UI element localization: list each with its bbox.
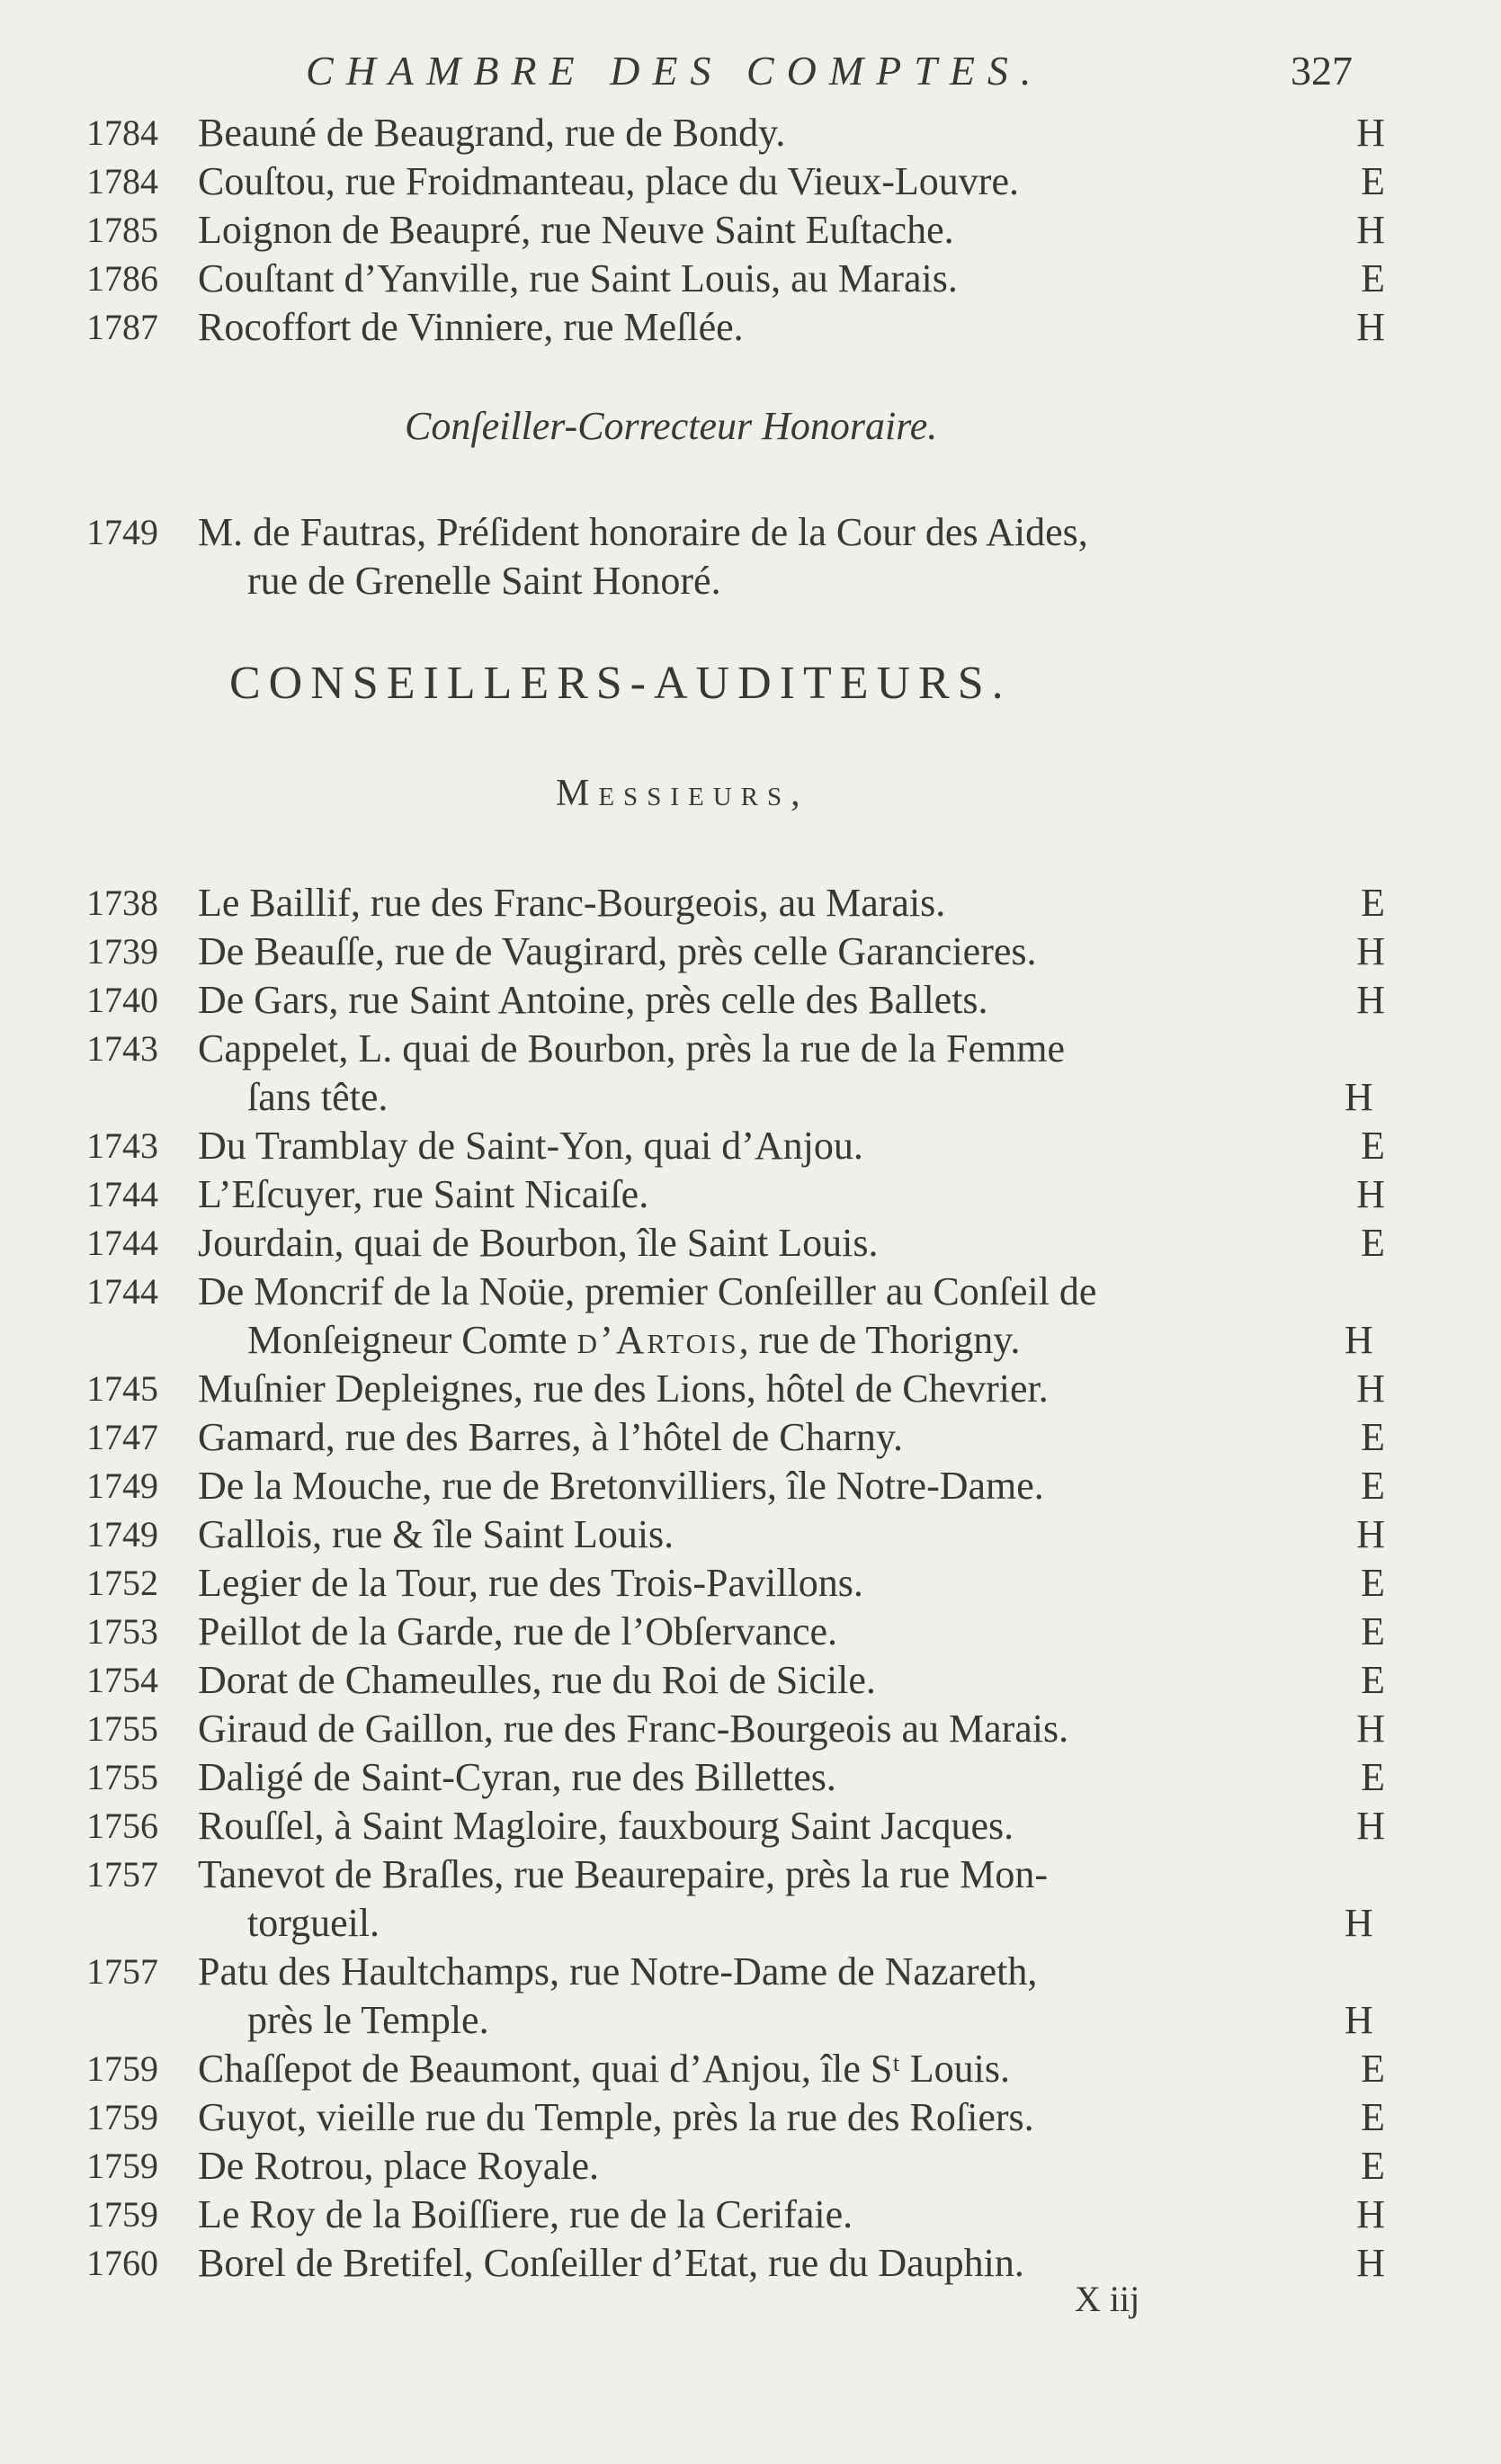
- list-item: [86, 1026, 1390, 1072]
- entry-year: 1749: [86, 1465, 158, 1506]
- list-item: [86, 304, 1390, 351]
- entry-text: Gallois, rue & île Saint Louis.: [198, 1512, 675, 1556]
- entry-text: De Gars, rue Saint Antoine, près celle des Ballets.: [198, 978, 988, 1022]
- entry-year: 1740: [86, 980, 158, 1020]
- entry-year: 1743: [86, 1125, 158, 1166]
- entry-text: Le Roy de la Boiſſiere, rue de la Cerifaie.: [198, 2192, 853, 2236]
- entry-mark: H: [1356, 2241, 1385, 2285]
- entry-mark: E: [1361, 256, 1385, 300]
- entry-text: Loignon de Beaupré, rue Neuve Saint Euſtache.: [198, 208, 954, 252]
- entry-mark: H: [1345, 1998, 1373, 2042]
- entry-year: 1759: [86, 2048, 158, 2089]
- list-item: [86, 1511, 1390, 1558]
- list-item: [86, 1706, 1390, 1752]
- entry-mark: H: [1356, 2192, 1385, 2236]
- entry-year: 1752: [86, 1563, 158, 1603]
- entry-year: 1744: [86, 1223, 158, 1263]
- running-title: CHAMBRE DES COMPTES.: [306, 48, 1044, 94]
- list-item: [86, 1268, 1390, 1315]
- entry-text: Muſnier Depleignes, rue des Lions, hôtel de Chevrier.: [198, 1366, 1049, 1411]
- entry-mark: H: [1356, 208, 1385, 252]
- entry-text: Couſtou, rue Froidmanteau, place du Vieux-Louvre.: [198, 159, 1019, 203]
- entry-text: Peillot de la Garde, rue de l’Obſervance.: [198, 1609, 838, 1653]
- entry-mark: H: [1356, 1366, 1385, 1411]
- list-item: [86, 880, 1390, 927]
- entry-year: 1787: [86, 307, 158, 347]
- entry-mark: H: [1356, 1172, 1385, 1216]
- entry-continuation-text: torgueil.: [247, 1901, 380, 1945]
- list-item: [86, 110, 1390, 157]
- list-item: [86, 1414, 1390, 1461]
- entry-mark: H: [1356, 111, 1385, 155]
- entry-year: 1760: [86, 2243, 158, 2283]
- entry-continuation-text: ſans tête.: [247, 1075, 389, 1119]
- entry-text: Borel de Bretifel, Conſeiller d’Etat, rue du Dauphin.: [198, 2241, 1024, 2285]
- list-item: [86, 2191, 1390, 2238]
- entry-text: Du Tramblay de Saint-Yon, quai d’Anjou.: [198, 1124, 863, 1168]
- entry-year: 1784: [86, 161, 158, 202]
- entry-year: 1755: [86, 1757, 158, 1797]
- entry-mark: E: [1361, 1124, 1385, 1168]
- entry-continuation: [247, 1317, 1373, 1364]
- entry-text: Daligé de Saint-Cyran, rue des Billettes.: [198, 1755, 836, 1799]
- list-item: [86, 1463, 1390, 1510]
- list-item: [86, 2240, 1390, 2287]
- entry-year: 1744: [86, 1271, 158, 1312]
- entry-text: Rouſſel, à Saint Magloire, fauxbourg Saint Jacques.: [198, 1804, 1014, 1848]
- entry-mark: E: [1361, 2144, 1385, 2188]
- entry-text: Couſtant d’Yanville, rue Saint Louis, au Marais.: [198, 256, 958, 300]
- list-item: [86, 1123, 1390, 1169]
- entry-text: M. de Fautras, Préſident honoraire de la Cour des Aides,: [198, 510, 1088, 554]
- entry-text: De la Mouche, rue de Bretonvilliers, île Notre-Dame.: [198, 1464, 1044, 1508]
- entry-continuation-text: rue de Grenelle Saint Honoré.: [247, 559, 721, 603]
- entry-mark: H: [1356, 978, 1385, 1022]
- list-item: [86, 1803, 1390, 1850]
- entry-continuation: [247, 1997, 1373, 2044]
- running-header: [306, 47, 1385, 101]
- entry-text: Tanevot de Braſles, rue Beaurepaire, près la rue Mon-: [198, 1852, 1048, 1896]
- list-item: [86, 1171, 1390, 1218]
- page-number: 327: [1291, 48, 1353, 94]
- entry-mark: E: [1361, 1221, 1385, 1265]
- entry-continuation: [247, 1900, 1373, 1947]
- entry-text: Guyot, vieille rue du Temple, près la rue des Roſiers.: [198, 2095, 1034, 2139]
- entry-mark: E: [1361, 1658, 1385, 1702]
- entry-mark: H: [1345, 1318, 1373, 1362]
- entry-text: Beauné de Beaugrand, rue de Bondy.: [198, 111, 786, 155]
- entry-mark: E: [1361, 2047, 1385, 2091]
- entry-year: 1785: [86, 210, 158, 250]
- entry-year: 1747: [86, 1417, 158, 1457]
- entry-text: Patu des Haultchamps, rue Notre-Dame de Nazareth,: [198, 1949, 1038, 1994]
- entry-continuation-text: près le Temple.: [247, 1998, 489, 2042]
- entry-text: Dorat de Chameulles, rue du Roi de Sicile.: [198, 1658, 876, 1702]
- entry-text: Cappelet, L. quai de Bourbon, près la rue de la Femme: [198, 1026, 1066, 1071]
- entry-mark: H: [1356, 305, 1385, 349]
- list-item: [86, 509, 1390, 556]
- entry-text: Giraud de Gaillon, rue des Franc-Bourgeois au Marais.: [198, 1707, 1069, 1751]
- list-item: [86, 1560, 1390, 1607]
- entry-mark: H: [1345, 1901, 1373, 1945]
- entry-year: 1756: [86, 1805, 158, 1846]
- entry-mark: E: [1361, 881, 1385, 925]
- entry-year: 1759: [86, 2194, 158, 2235]
- list-item: [86, 2094, 1390, 2141]
- entry-year: 1739: [86, 931, 158, 972]
- list-item: [86, 1608, 1390, 1655]
- entry-year: 1754: [86, 1660, 158, 1700]
- entry-text: L’Eſcuyer, rue Saint Nicaiſe.: [198, 1172, 649, 1216]
- entry-year: 1749: [86, 1514, 158, 1555]
- list-item: [86, 1754, 1390, 1801]
- entry-mark: E: [1361, 159, 1385, 203]
- entry-mark: H: [1356, 1804, 1385, 1848]
- entry-mark: H: [1356, 1707, 1385, 1751]
- list-item: [86, 1851, 1390, 1898]
- entry-year: 1786: [86, 258, 158, 299]
- entry-continuation-smallcaps: d’Artois: [576, 1318, 739, 1362]
- list-item: [86, 1220, 1390, 1267]
- entry-year: 1759: [86, 2146, 158, 2186]
- entry-year: 1755: [86, 1708, 158, 1749]
- list-item: [86, 1949, 1390, 1995]
- entry-year: 1757: [86, 1951, 158, 1992]
- entry-mark: E: [1361, 1755, 1385, 1799]
- entry-mark: H: [1345, 1075, 1373, 1119]
- list-item: [86, 158, 1390, 205]
- entry-mark: H: [1356, 1512, 1385, 1556]
- entry-year: 1745: [86, 1368, 158, 1409]
- entry-continuation-text: , rue de Thorigny.: [738, 1318, 1021, 1362]
- list-item: [86, 2046, 1390, 2092]
- salutation: Messieurs,: [556, 773, 809, 814]
- entry-text: Legier de la Tour, rue des Trois-Pavillons.: [198, 1561, 863, 1605]
- entry-mark: E: [1361, 1561, 1385, 1605]
- entry-mark: E: [1361, 1464, 1385, 1508]
- entry-year: 1749: [86, 512, 158, 552]
- entry-year: 1757: [86, 1854, 158, 1895]
- entry-year: 1753: [86, 1611, 158, 1652]
- entry-text: Chaſſepot de Beaumont, quai d’Anjou, île Sᵗ Louis.: [198, 2047, 1010, 2091]
- entry-continuation: [247, 1074, 1373, 1121]
- entry-mark: H: [1356, 929, 1385, 973]
- honorary-heading: Conſeiller-Correcteur Honoraire.: [405, 404, 938, 448]
- list-item: [86, 2143, 1390, 2190]
- entry-year: 1784: [86, 112, 158, 153]
- entry-year: 1744: [86, 1174, 158, 1214]
- entry-year: 1743: [86, 1028, 158, 1069]
- entry-mark: E: [1361, 1609, 1385, 1653]
- entry-mark: E: [1361, 1415, 1385, 1459]
- entry-continuation: [247, 558, 721, 605]
- list-item: [86, 207, 1390, 254]
- entry-continuation-text: Monſeigneur Comte: [247, 1318, 577, 1362]
- section-title: CONSEILLERS-AUDITEURS.: [229, 658, 1012, 709]
- entry-text: Gamard, rue des Barres, à l’hôtel de Charny.: [198, 1415, 903, 1459]
- entry-text: Rocoffort de Vinniere, rue Meſlée.: [198, 305, 744, 349]
- list-item: [86, 928, 1390, 975]
- entry-year: 1759: [86, 2097, 158, 2137]
- entry-text: De Moncrif de la Noüe, premier Conſeiller au Conſeil de: [198, 1269, 1097, 1313]
- entry-mark: E: [1361, 2095, 1385, 2139]
- entry-text: Jourdain, quai de Bourbon, île Saint Louis.: [198, 1221, 879, 1265]
- list-item: [86, 1657, 1390, 1704]
- list-item: [86, 977, 1390, 1024]
- entry-text: Le Baillif, rue des Franc-Bourgeois, au Marais.: [198, 881, 946, 925]
- list-item: [86, 255, 1390, 302]
- entry-text: De Rotrou, place Royale.: [198, 2144, 599, 2188]
- list-item: [86, 1366, 1390, 1412]
- signature-mark: X iij: [1075, 2279, 1140, 2319]
- entry-text: De Beauſſe, rue de Vaugirard, près celle Garancieres.: [198, 929, 1037, 973]
- entry-year: 1738: [86, 883, 158, 923]
